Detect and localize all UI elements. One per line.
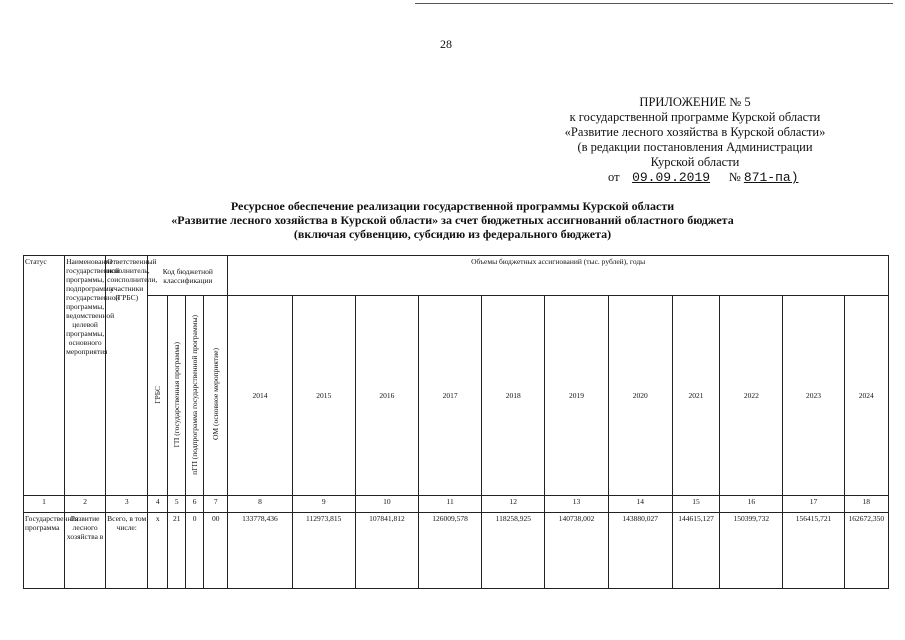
header-grbs: ГРБС (148, 296, 168, 496)
row-om: 00 (204, 513, 228, 589)
column-number: 18 (844, 496, 888, 513)
row-value: 126009,578 (419, 513, 482, 589)
appendix-line-2: «Развитие лесного хозяйства в Курской области» (564, 125, 826, 139)
number-value: 871-па) (743, 170, 799, 185)
row-name: Развитие лесного хозяйства в (65, 513, 106, 589)
header-year: 2022 (720, 296, 783, 496)
column-number: 2 (65, 496, 106, 513)
header-year: 2024 (844, 296, 888, 496)
top-rule (415, 3, 893, 4)
row-value: 107841,812 (355, 513, 418, 589)
column-number: 5 (168, 496, 186, 513)
column-number: 9 (292, 496, 355, 513)
row-pgp: 0 (186, 513, 204, 589)
number-prefix: № (728, 170, 741, 184)
column-number: 11 (419, 496, 482, 513)
row-value: 143880,027 (608, 513, 672, 589)
header-gp: ГП (государственная программа) (168, 296, 186, 496)
column-number: 6 (186, 496, 204, 513)
header-kbk: Код бюджетной классификации (148, 256, 228, 296)
header-year: 2017 (419, 296, 482, 496)
header-pgp: пГП (подпрограмма государственной программы) (186, 296, 204, 496)
appendix-block (535, 95, 855, 185)
row-value: 118258,925 (482, 513, 545, 589)
title-line-2: «Развитие лесного хозяйства в Курской области» за счет бюджетных ассигнований областного бюджета (171, 213, 734, 227)
column-number: 8 (228, 496, 292, 513)
column-number: 12 (482, 496, 545, 513)
appendix-date-line (535, 170, 855, 185)
column-number: 3 (106, 496, 148, 513)
header-year: 2019 (545, 296, 608, 496)
appendix-line-1: к государственной программе Курской области (569, 110, 821, 124)
budget-table (23, 255, 889, 589)
row-gp: 21 (168, 513, 186, 589)
title-line-3: (включая субвенцию, субсидию из федерального бюджета) (293, 227, 612, 241)
row-value: 144615,127 (672, 513, 719, 589)
page-number: 28 (440, 37, 452, 51)
row-value: 150399,732 (720, 513, 783, 589)
appendix-title: ПРИЛОЖЕНИЕ № 5 (639, 95, 751, 109)
header-year: 2016 (355, 296, 418, 496)
header-year: 2015 (292, 296, 355, 496)
title-line-1: Ресурсное обеспечение реализации государственной программы Курской области (230, 199, 675, 213)
header-year: 2020 (608, 296, 672, 496)
row-value: 133778,436 (228, 513, 292, 589)
column-number: 13 (545, 496, 608, 513)
header-name: Наименование государственной программы, подпрограммы государственной программы, ведомственной целевой программы, основного мероприятия (65, 256, 106, 496)
column-number: 1 (24, 496, 65, 513)
date-prefix: от (608, 170, 620, 184)
appendix-line-4: Курской области (650, 155, 740, 169)
row-status: Государственная программа (24, 513, 65, 589)
row-value: 140738,002 (545, 513, 608, 589)
row-grbs: x (148, 513, 168, 589)
table-row (24, 513, 889, 589)
header-year: 2014 (228, 296, 292, 496)
document-title (0, 199, 905, 241)
header-year: 2023 (783, 296, 844, 496)
column-number: 16 (720, 496, 783, 513)
column-number: 4 (148, 496, 168, 513)
header-year: 2021 (672, 296, 719, 496)
column-number: 17 (783, 496, 844, 513)
row-responsible: Всего, в том числе: (106, 513, 148, 589)
row-value: 112973,815 (292, 513, 355, 589)
header-volumes: Объемы бюджетных ассигнований (тыс. рублей), годы (228, 256, 889, 296)
column-number: 14 (608, 496, 672, 513)
appendix-line-3: (в редакции постановления Администрации (577, 140, 813, 154)
row-value: 156415,721 (783, 513, 844, 589)
header-status: Статус (24, 256, 65, 496)
header-year: 2018 (482, 296, 545, 496)
header-responsible: Ответственный исполнитель, соисполнители, участники (ГРБС) (106, 256, 148, 496)
row-value: 162672,350 (844, 513, 888, 589)
column-number: 10 (355, 496, 418, 513)
column-number: 15 (672, 496, 719, 513)
date-value: 09.09.2019 (632, 170, 711, 185)
header-om: ОМ (основное мероприятие) (204, 296, 228, 496)
column-number: 7 (204, 496, 228, 513)
